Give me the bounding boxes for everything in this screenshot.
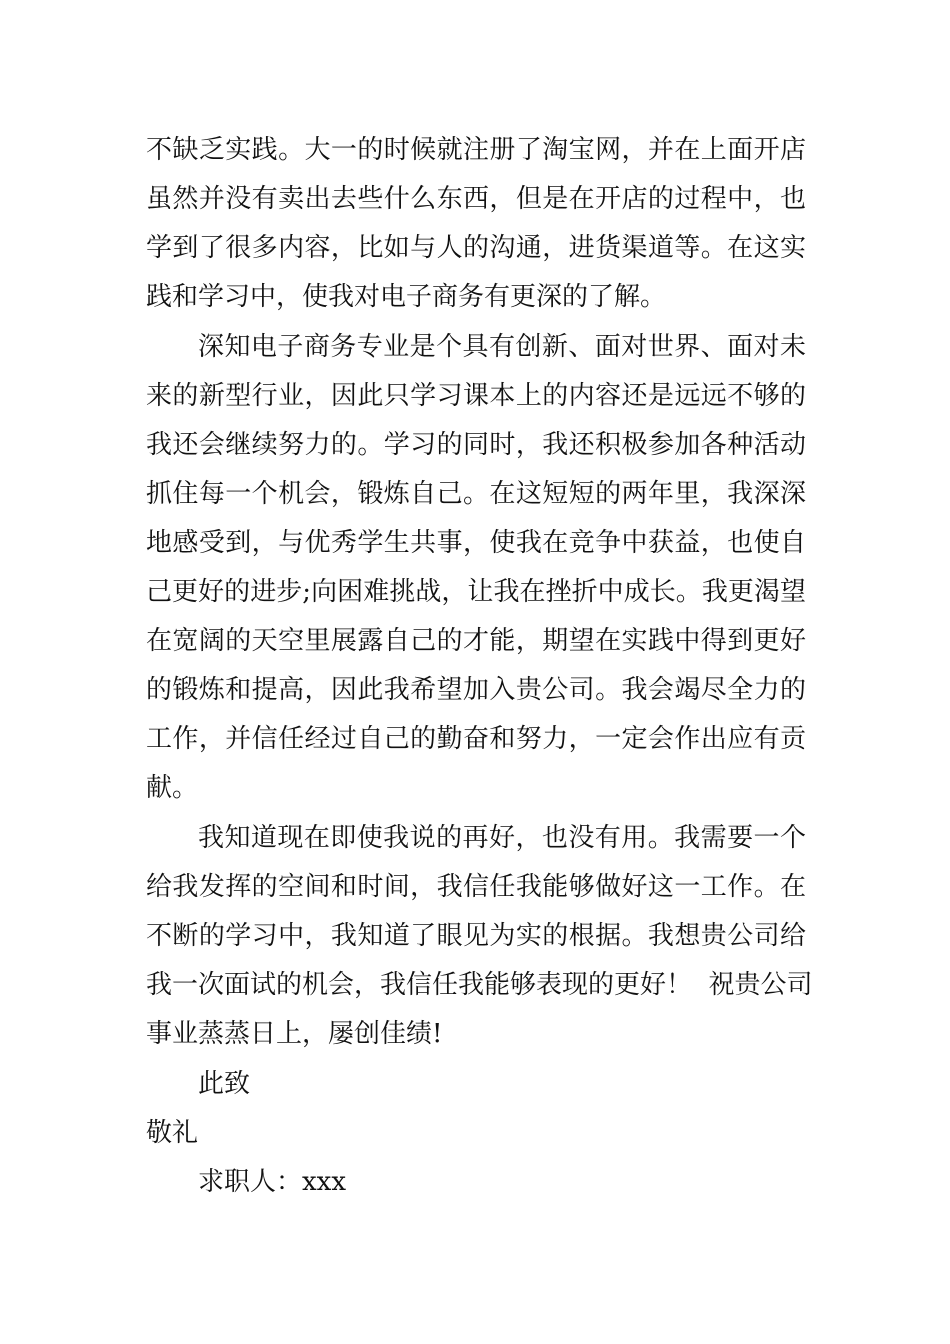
salutation-text: 敬礼 xyxy=(146,1118,199,1148)
text-line: 我还会继续努力的。学习的同时，我还积极参加各种活动 xyxy=(146,430,806,460)
text-line: 践和学习中，使我对电子商务有更深的了解。 xyxy=(146,282,667,312)
text-line: 来的新型行业，因此只学习课本上的内容还是远远不够的 xyxy=(146,381,806,411)
text-line: 深知电子商务专业是个具有创新、面对世界、面对未 xyxy=(198,332,806,362)
text-line: 不缺乏实践。大一的时候就注册了淘宝网，并在上面开店 xyxy=(146,135,806,165)
letter-closing xyxy=(146,1060,806,1207)
text-line: 我知道现在即使我说的再好，也没有用。我需要一个 xyxy=(198,823,806,853)
text-line: 虽然并没有卖出去些什么东西，但是在开店的过程中，也 xyxy=(146,184,806,214)
text-line: 地感受到，与优秀学生共事，使我在竞争中获益，也使自 xyxy=(146,528,806,558)
text-line: 献。 xyxy=(146,773,199,803)
paragraph-1 xyxy=(146,126,806,322)
text-line: 事业蒸蒸日上，屡创佳绩! xyxy=(146,1019,443,1049)
text-line: 学到了很多内容，比如与人的沟通，进货渠道等。在这实 xyxy=(146,233,806,263)
text-line: 不断的学习中，我知道了眼见为实的根据。我想贵公司给 xyxy=(146,921,806,951)
paragraph-3 xyxy=(146,814,813,1059)
paragraph-2 xyxy=(146,323,806,813)
text-line: 己更好的进步;向困难挑战，让我在挫折中成长。我更渴望 xyxy=(146,577,806,607)
text-line: 我一次面试的机会，我信任我能够表现的更好！ 祝贵公司 xyxy=(146,970,813,1000)
text-line: 在宽阔的天空里展露自己的才能，期望在实践中得到更好 xyxy=(146,626,806,656)
signature-text: 求职人：xxx xyxy=(198,1167,346,1197)
text-line: 抓住每一个机会，锻炼自己。在这短短的两年里，我深深 xyxy=(146,479,806,509)
text-line: 工作，并信任经过自己的勤奋和努力，一定会作出应有贡 xyxy=(146,724,806,754)
text-line: 给我发挥的空间和时间，我信任我能够做好这一工作。在 xyxy=(146,872,806,902)
closing-text: 此致 xyxy=(198,1069,251,1099)
text-line: 的锻炼和提高，因此我希望加入贵公司。我会竭尽全力的 xyxy=(146,675,806,705)
